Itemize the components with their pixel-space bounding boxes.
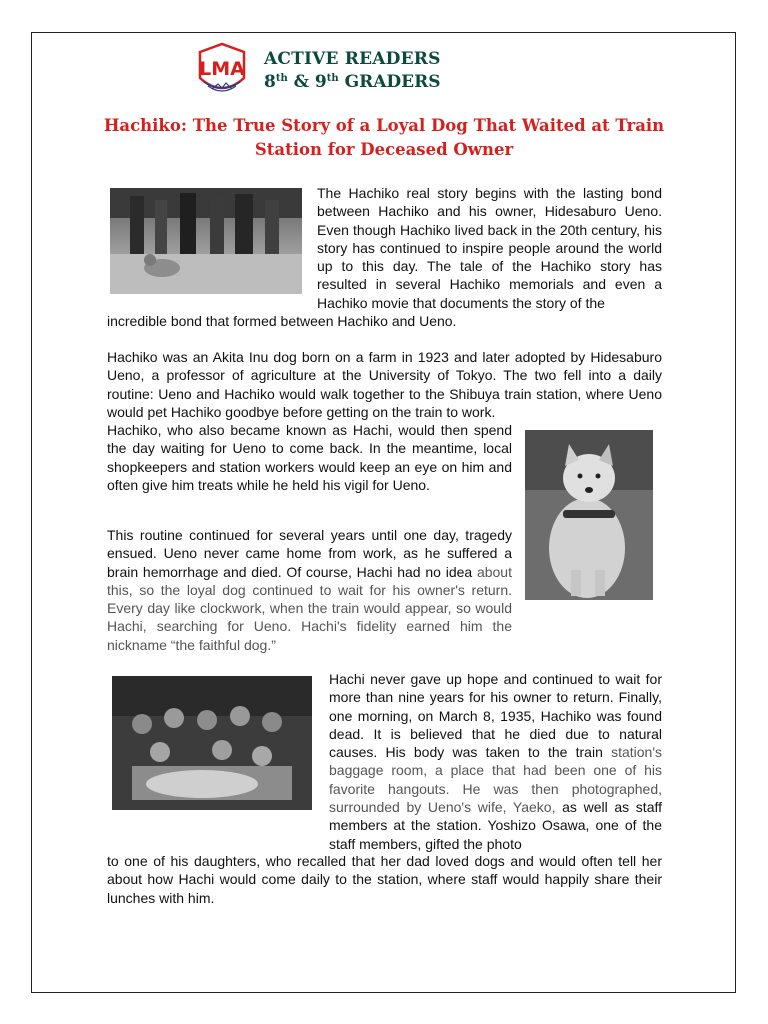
photo-station-crowd <box>110 188 302 294</box>
paragraph-2-full: Hachiko was an Akita Inu dog born on a farm in 1923 and later adopted by Hidesaburo Ueno, a professor of agriculture at the University of Tokyo. The two fell into a daily routine: Ueno and Hachiko would walk together to the Shibuya train station, where Ueno would pet Hachiko goodbye before getting on the train to work. <box>107 349 662 420</box>
paragraph-2-left: Hachiko, who also became known as Hachi, would then spend the day waiting for Ueno to come back. In the meantime, local shopkeepers and station workers would keep an eye on him and often give him treats while he held his vigil for Ueno. <box>107 422 512 493</box>
paragraph-4-full: to one of his daughters, who recalled that her dad loved dogs and would often tell her about how Hachi would come daily to the station, where staff would happily share their lunches with him. <box>107 853 662 906</box>
paragraph-3: This routine continued for several years until one day, tragedy ensued. Ueno never came home from work, as he suffered a brain hemorrhage and died. Of course, Hachi had no idea about this, so the loyal dog continued to wait for his owner's return. Every day like clockwork, when the train would appear, so would Hachi, searching for Ueno. Hachi's fidelity earned him the nickname “the faithful dog.” <box>107 527 512 653</box>
paragraph-1-right: The Hachiko real story begins with the lasting bond between Hachiko and his owner, Hidesaburo Ueno. Even though Hachiko lived back in the 20th century, his story has continued to inspire people around the world up to this day. The tale of the Hachiko story has resulted in several Hachiko memorials and even a Hachiko movie that documents the story of the <box>317 185 662 311</box>
svg-text:LMA <box>199 58 245 80</box>
photo-memorial-group <box>112 676 312 810</box>
brand-title: ACTIVE READERS <box>264 49 441 69</box>
article-title: Hachiko: The True Story of a Loyal Dog That Waited at Train Station for Deceased Owner <box>103 116 665 159</box>
header <box>190 42 490 102</box>
paragraph-1-full: incredible bond that formed between Hachiko and Ueno. <box>107 313 457 329</box>
logo-letters: LMA <box>199 58 245 80</box>
school-logo <box>190 42 254 100</box>
photo-hachiko-portrait <box>525 430 653 600</box>
paragraph-4-right: Hachi never gave up hope and continued to wait for more than nine years for his owner to return. Finally, one morning, on March 8, 1935, Hachiko was found dead. It is believed that he died due to natural causes. His body was taken to the train station's baggage room, a place that had been one of his favorite hangouts. He was then photographed, surrounded by Ueno's wife, Yaeko, as well as staff members at the station. Yoshizo Osawa, one of the staff members, gifted the photo <box>329 671 663 852</box>
grades-label: 8th & 9th GRADERS <box>264 72 441 92</box>
